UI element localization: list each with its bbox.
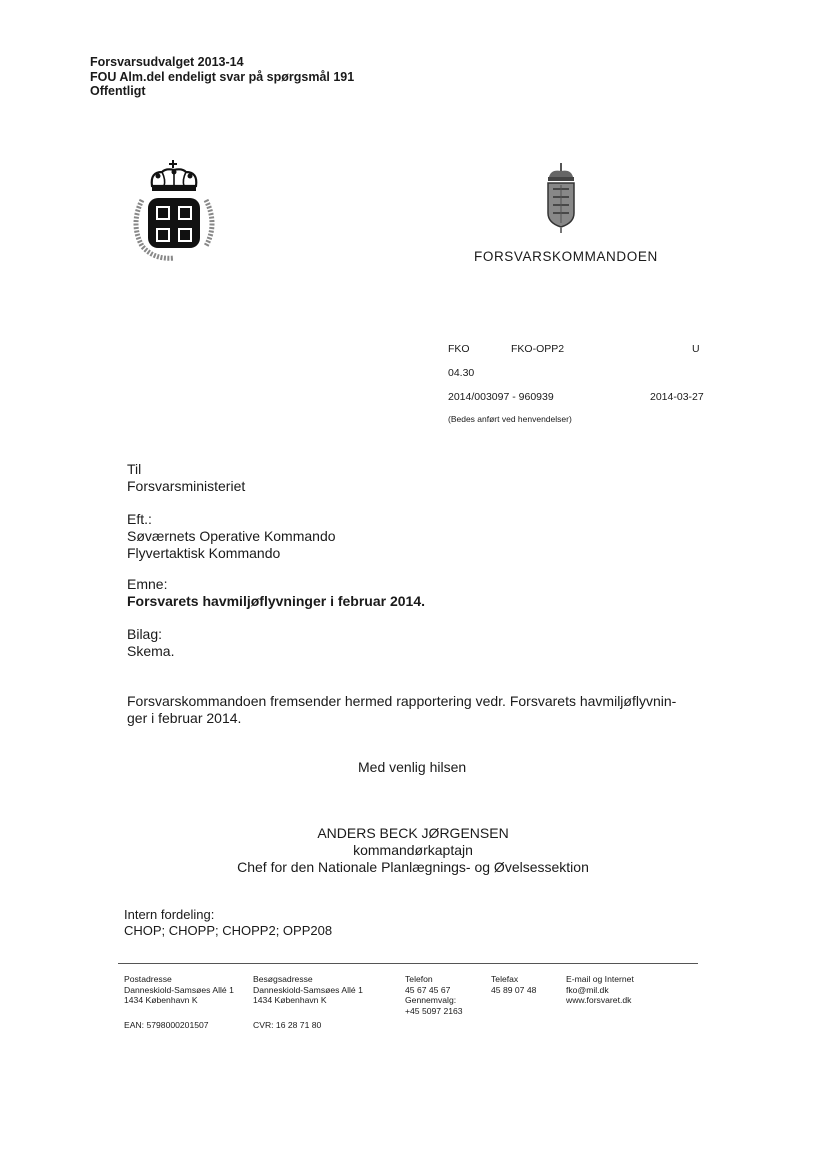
body-paragraph — [127, 693, 676, 727]
closing: Med venlig hilsen — [358, 759, 467, 775]
distribution-list: CHOP; CHOPP; CHOPP2; OPP208 — [124, 923, 333, 938]
signature-name: ANDERS BECK JØRGENSEN — [317, 825, 509, 841]
footer-email-address: fko@mil.dk — [566, 984, 609, 995]
cc-item: Flyvertaktisk Kommando — [127, 545, 281, 561]
distribution-label: Intern fordeling: — [124, 907, 215, 922]
footer-fax — [491, 974, 536, 995]
signature-title: Chef for den Nationale Planlægnings- og Øvelsessektion — [237, 859, 589, 875]
footer-phone — [405, 974, 463, 1016]
footer-visit-city: 1434 København K — [253, 995, 327, 1005]
cc-block — [127, 511, 336, 562]
cc-item: Søværnets Operative Kommando — [127, 528, 336, 544]
header-reference: FOU Alm.del endeligt svar på spørgsmål 191 — [90, 69, 355, 84]
ref-case-number: 2014/003097 - 960939 — [448, 391, 554, 403]
document-header — [90, 55, 354, 99]
footer-email — [566, 974, 634, 1006]
footer-email-label: E-mail og Internet — [566, 974, 634, 984]
recipient-name: Forsvarsministeriet — [127, 478, 246, 494]
footer-postal-street: Danneskiold-Samsøes Allé 1 — [124, 984, 234, 995]
footer-ean: EAN: 5798000201507 — [124, 1020, 209, 1030]
subject-text: Forsvarets havmiljøflyvninger i februar 2014. — [127, 593, 426, 609]
ref-section: FKO-OPP2 — [511, 343, 565, 355]
subject-label: Emne: — [127, 576, 168, 592]
recipient-label: Til — [127, 461, 142, 477]
ref-classification: U — [692, 343, 700, 355]
subject-block — [127, 576, 425, 610]
defence-emblem-icon — [128, 158, 220, 262]
header-committee: Forsvarsudvalget 2013-14 — [90, 55, 244, 69]
attachments-block — [127, 626, 174, 660]
footer-visit-label: Besøgsadresse — [253, 974, 313, 984]
cc-label: Eft.: — [127, 511, 152, 527]
footer-postal-city: 1434 København K — [124, 995, 198, 1005]
footer-visit-street: Danneskiold-Samsøes Allé 1 — [253, 984, 363, 995]
footer-cvr: CVR: 16 28 71 80 — [253, 1020, 322, 1030]
header-classification: Offentligt — [90, 84, 146, 98]
footer-direct-label: Gennemvalg: — [405, 995, 457, 1005]
footer-phone-number: 45 67 45 67 — [405, 984, 451, 995]
distribution-block — [124, 907, 332, 939]
ref-note: (Bedes anført ved henvendelser) — [448, 414, 572, 424]
ref-code: 04.30 — [448, 367, 475, 379]
footer-visit — [253, 974, 363, 1006]
footer-fax-number: 45 89 07 48 — [491, 984, 537, 995]
ref-date: 2014-03-27 — [650, 391, 704, 403]
footer-phone-label: Telefon — [405, 974, 433, 984]
coat-of-arms-icon — [543, 163, 579, 235]
footer-fax-label: Telefax — [491, 974, 519, 984]
footer-divider — [118, 963, 698, 964]
ref-unit: FKO — [448, 343, 470, 355]
body-line: Forsvarskommandoen fremsender hermed rapportering vedr. Forsvarets havmiljøflyvnin- — [127, 693, 677, 709]
signature-rank: kommandørkaptajn — [353, 842, 473, 858]
organization-name: FORSVARSKOMMANDOEN — [474, 249, 658, 264]
footer-website: www.forsvaret.dk — [566, 995, 632, 1005]
body-line: ger i februar 2014. — [127, 710, 242, 726]
attachments-text: Skema. — [127, 643, 175, 659]
attachments-label: Bilag: — [127, 626, 163, 642]
recipient-block — [127, 461, 245, 495]
signature-block — [213, 825, 613, 876]
footer-postal-label: Postadresse — [124, 974, 172, 984]
footer-direct-number: +45 5097 2163 — [405, 1005, 463, 1016]
footer-postal — [124, 974, 234, 1006]
